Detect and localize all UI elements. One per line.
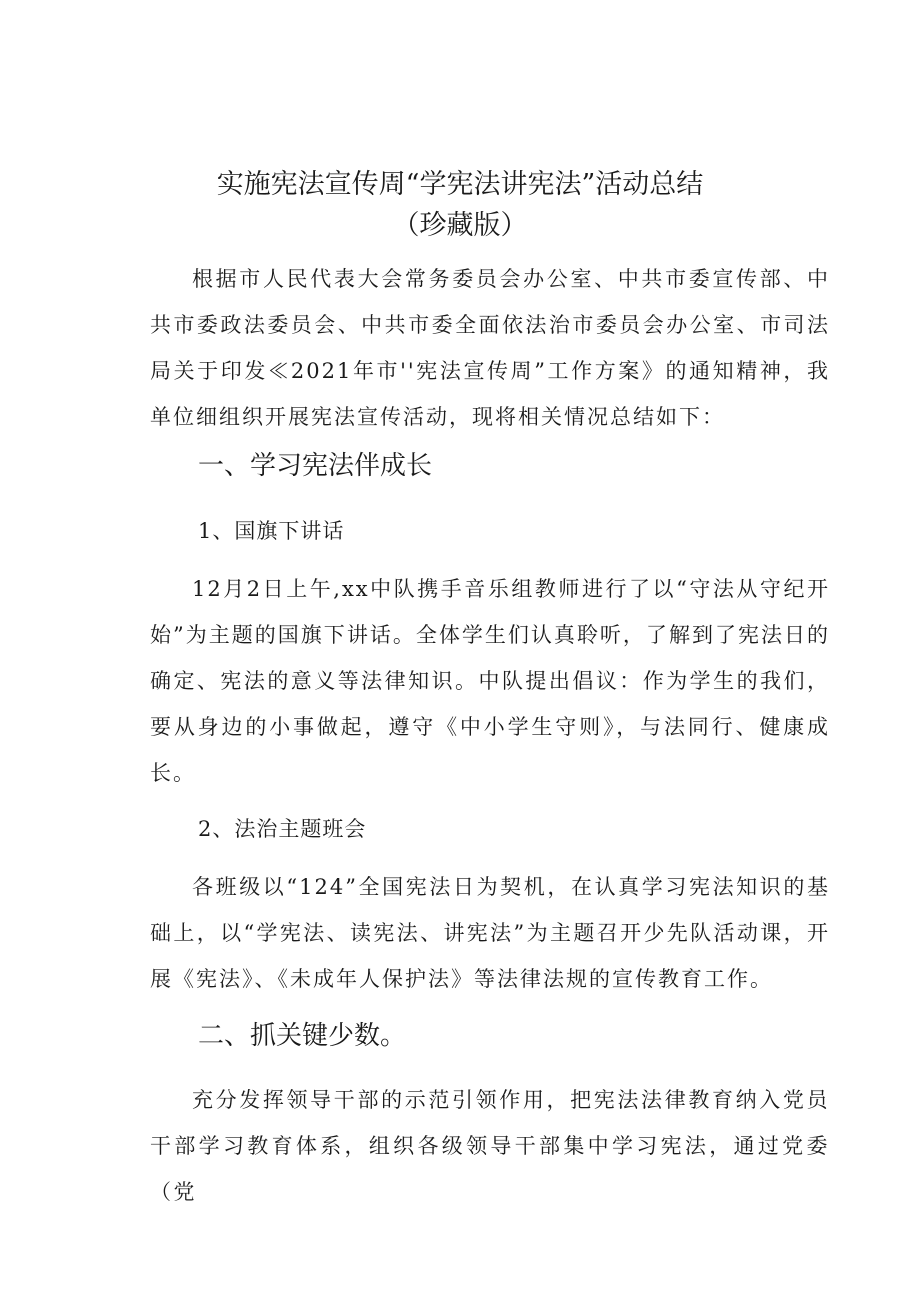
document-title: 实施宪法宣传周“学宪法讲宪法”活动总结	[216, 169, 704, 200]
section-1-heading: 一、学习宪法伴成长	[198, 451, 433, 481]
section-2-heading: 二、抓关键少数。	[198, 1021, 407, 1051]
intro-paragraph: 根据市人民代表大会常务委员会办公室、中共市委宣传部、中共市委政法委员会、中共市委全面依法治市委员会办公室、市司法局关于印发≪2021年市''宪法宣传周”工作方案》的通知精神，我单位细组织开展宪法宣传活动，现将相关情况总结如下：	[150, 267, 830, 429]
document-subtitle: （珍藏版）	[392, 210, 528, 241]
section-2-paragraph: 充分发挥领导干部的示范引领作用，把宪法法律教育纳入党员干部学习教育体系，组织各级领导干部集中学习宪法，通过党委（党	[150, 1088, 830, 1204]
section-1-sub-1-heading: 1、国旗下讲话	[198, 519, 345, 543]
section-1-sub-2-paragraph: 各班级以“124”全国宪法日为契机，在认真学习宪法知识的基础上，以“学宪法、读宪法、讲宪法”为主题召开少先队活动课，开展《宪法》、《未成年人保护法》等法律法规的宣传教育工作。	[150, 875, 830, 991]
section-1-sub-1-paragraph: 12月2日上午,xx中队携手音乐组教师进行了以“守法从守纪开始”为主题的国旗下讲话。全体学生们认真聆听，了解到了宪法日的确定、宪法的意义等法律知识。中队提出倡议：作为学生的我们，要从身边的小事做起，遵守《中小学生守则》，与法同行、健康成长。	[150, 577, 830, 785]
section-1-sub-2-heading: 2、法治主题班会	[198, 817, 367, 841]
